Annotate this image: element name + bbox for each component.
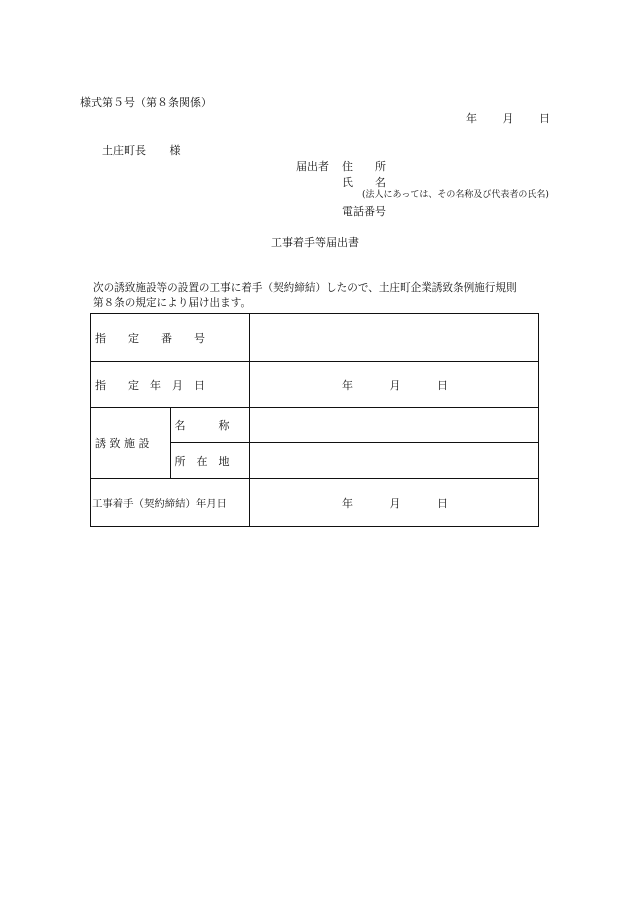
designation-month-label: 月 (389, 378, 401, 392)
facility-name-value-cell[interactable] (250, 408, 539, 443)
addressee-name: 土庄町長 (102, 144, 146, 157)
construction-start-label: 工事着手（契約締結）年月日 (92, 498, 228, 510)
facility-name-label-cell (170, 408, 250, 443)
form-number: 様式第５号（第８条関係） (80, 96, 212, 109)
notifier-corporate-note: (法人にあっては、その名称及び代表者の氏名) (362, 190, 549, 200)
construction-month-label: 月 (389, 496, 401, 510)
notifier-label: 届出者 (296, 160, 329, 173)
submission-date (466, 113, 550, 124)
construction-year-label: 年 (342, 496, 353, 510)
facility-location-label-cell (170, 443, 250, 479)
facility-label-cell (91, 408, 171, 479)
designation-day-label: 日 (437, 378, 448, 392)
designation-number-label-cell (91, 314, 250, 362)
date-day-label: 日 (539, 112, 550, 125)
designation-date-label-cell (91, 362, 250, 408)
notifier-name-label: 氏 名 (342, 176, 386, 189)
table-row-facility-name (91, 408, 539, 443)
table-row-construction-start (91, 479, 539, 527)
body-text-line2: 第８条の規定により届け出ます。 (93, 297, 252, 309)
designation-date-ymd (342, 377, 448, 393)
construction-start-ymd (342, 495, 448, 511)
table-row-designation-number (91, 314, 539, 362)
document-title: 工事着手等届出書 (271, 236, 359, 249)
date-year-label: 年 (466, 112, 477, 125)
addressee-honorific: 様 (169, 144, 181, 157)
construction-start-value-cell[interactable] (250, 479, 539, 527)
facility-label: 誘 致 施 設 (95, 437, 150, 450)
table-row-designation-date (91, 362, 539, 408)
date-month-label: 月 (502, 112, 514, 125)
facility-location-label: 所 在 地 (174, 454, 230, 468)
body-text-line1: 次の誘致施設等の設置の工事に着手（契約締結）したので、土庄町企業誘致条例施行規則 (93, 282, 517, 294)
designation-number-label: 指 定 番 号 (95, 331, 205, 345)
designation-number-value-cell[interactable] (250, 314, 539, 362)
addressee (102, 145, 181, 156)
facility-location-value-cell[interactable] (250, 443, 539, 479)
facility-name-label: 名 称 (174, 419, 230, 432)
designation-year-label: 年 (342, 378, 353, 392)
notifier-phone-label: 電話番号 (342, 205, 386, 218)
construction-start-label-cell (91, 479, 250, 527)
designation-date-value-cell[interactable] (250, 362, 539, 408)
notifier-address-label: 住 所 (342, 160, 386, 173)
construction-day-label: 日 (437, 496, 448, 510)
notification-table (90, 313, 539, 527)
designation-date-label: 指 定 年 月 日 (95, 378, 205, 392)
